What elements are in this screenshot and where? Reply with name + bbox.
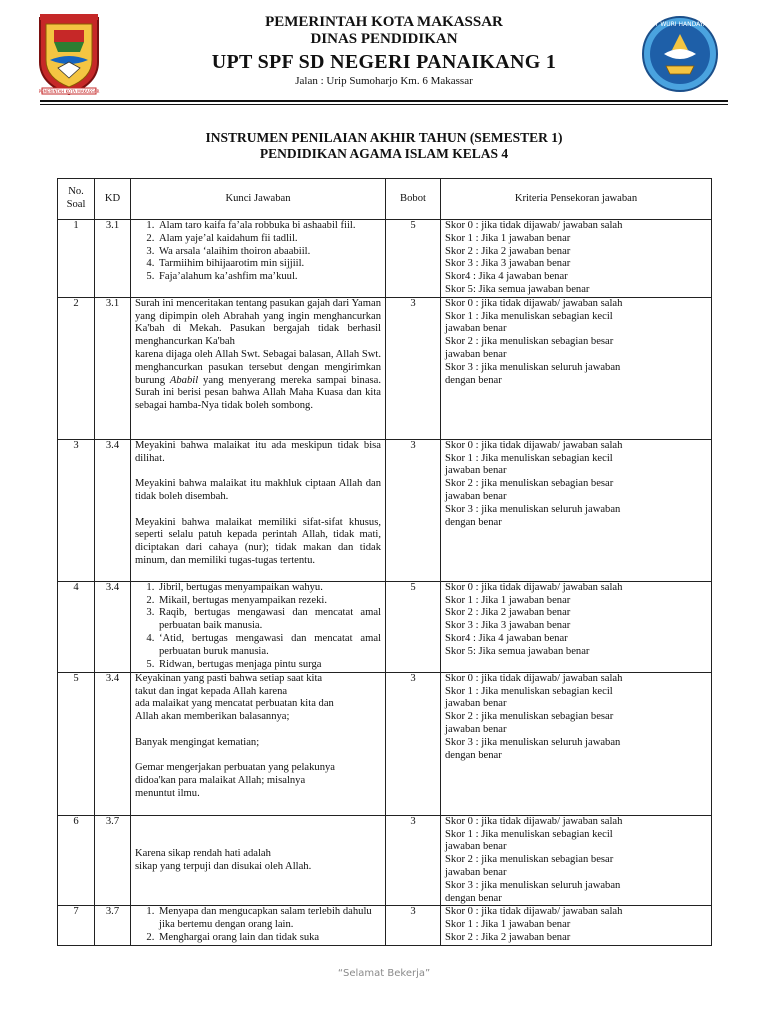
answer-item: 4. Tarmiihim bihijaarotim min sijjiil. [157, 258, 381, 271]
header-no: No. Soal [58, 179, 95, 220]
row-bobot: 5 [386, 220, 441, 298]
answer-item: 1. Alam taro kaifa fa’ala robbuka bi ashaabil fiil. [157, 220, 381, 233]
header-bobot: Bobot [386, 179, 441, 220]
assessment-table [57, 178, 712, 946]
criteria-line: Skor 1 : Jika 1 jawaban benar [445, 919, 571, 931]
header-kriteria: Kriteria Pensekoran jawaban [441, 179, 712, 220]
criteria-line: Skor 2 : jika menuliskan sebagian besar [445, 336, 614, 348]
answer-line: didoa'kan para malaikat Allah; misalnya [135, 775, 306, 787]
row-kunci [131, 439, 386, 581]
answer-item: 1. Menyapa dan mengucapkan salam terlebih dahulu jika bertemu dengan orang lain. [157, 906, 381, 932]
answer-paragraph: Meyakini bahwa malaikat memiliki sifat-sifat khusus, seperti selalu patuh kepada perintah Allah, tidak mati, diciptakan dari cahaya (nur); tidak makan dan tidak minum, dan memiliki tugas-tugas tertentu. [135, 516, 381, 566]
row-bobot: 3 [386, 439, 441, 581]
answer-line: Gemar mengerjakan perbuatan yang pelakunya [135, 762, 336, 774]
answer-item: 2. Menghargai orang lain dan tidak suka [157, 932, 381, 945]
answer-paragraph: Meyakini bahwa malaikat itu makhluk ciptaan Allah dan tidak boleh disembah. [135, 478, 381, 502]
criteria-line: Skor 1 : Jika 1 jawaban benar [445, 594, 571, 606]
answer-line: Karena sikap rendah hati adalah [135, 847, 271, 859]
criteria-line: jawaban benar [445, 348, 507, 360]
row-kd: 3.4 [95, 581, 131, 672]
criteria-line: jawaban benar [445, 490, 507, 502]
answer-item: 1. Jibril, bertugas menyampaikan wahyu. [157, 582, 381, 595]
criteria-line: Skor 1 : Jika menuliskan sebagian kecil [445, 310, 613, 322]
answer-item: 5. Faja’alahum ka’ashfim ma’kuul. [157, 271, 381, 284]
criteria-line: Skor 1 : Jika menuliskan sebagian kecil [445, 828, 613, 840]
criteria-line: Skor 3 : jika menuliskan seluruh jawaban [445, 879, 621, 891]
answer-text: karena dijaga oleh Allah Swt. Sebagai balasan, Allah Swt. menghancurkan pasukan tersebut dengan mengirimkan burung [135, 348, 381, 386]
criteria-line: Skor 0 : jika tidak dijawab/ jawaban salah [445, 297, 623, 309]
row-no: 6 [58, 815, 95, 906]
document-title [0, 130, 768, 162]
criteria-line: jawaban benar [445, 723, 507, 735]
header-kd: KD [95, 179, 131, 220]
row-no: 7 [58, 906, 95, 946]
row-no: 2 [58, 297, 95, 439]
criteria-line: Skor 0 : jika tidak dijawab/ jawaban salah [445, 581, 623, 593]
answer-item: 5. Ridwan, bertugas menjaga pintu surga [157, 659, 381, 672]
row-kd: 3.4 [95, 439, 131, 581]
table-row [58, 581, 712, 672]
criteria-line: Skor 1 : Jika menuliskan sebagian kecil [445, 685, 613, 697]
row-bobot: 3 [386, 297, 441, 439]
criteria-line: jawaban benar [445, 465, 507, 477]
row-bobot: 3 [386, 906, 441, 946]
footer-note: “Selamat Bekerja” [337, 968, 431, 979]
table-row [58, 906, 712, 946]
row-no: 3 [58, 439, 95, 581]
row-bobot: 3 [386, 815, 441, 906]
svg-text:TUT WURI HANDAYANI: TUT WURI HANDAYANI [646, 21, 714, 28]
criteria-line: dengan benar [445, 749, 502, 761]
criteria-line: Skor 2 : Jika 2 jawaban benar [445, 245, 571, 257]
answer-line: Keyakinan yang pasti bahwa setiap saat kita [135, 672, 323, 684]
row-no: 5 [58, 672, 95, 815]
row-kd: 3.7 [95, 906, 131, 946]
table-row [58, 439, 712, 581]
criteria-line: Skor 0 : jika tidak dijawab/ jawaban salah [445, 906, 623, 918]
criteria-line: Skor4 : Jika 4 jawaban benar [445, 271, 568, 283]
answer-line: sikap yang terpuji dan disukai oleh Allah. [135, 860, 312, 872]
table-row [58, 297, 712, 439]
criteria-line: Skor 2 : jika menuliskan sebagian besar [445, 854, 614, 866]
criteria-line: Skor 3 : Jika 3 jawaban benar [445, 258, 571, 270]
row-kriteria [441, 815, 712, 906]
criteria-line: Skor 2 : jika menuliskan sebagian besar [445, 711, 614, 723]
criteria-line: Skor 3 : jika menuliskan seluruh jawaban [445, 361, 621, 373]
row-no: 1 [58, 220, 95, 298]
criteria-line: Skor 5: Jika semua jawaban benar [445, 283, 590, 295]
answer-text: yang menyerang mereka sampai binasa. Surah ini berisi pesan bahwa Allah Maha Kuasa dan kita sebagai hamba-Nya tidak boleh sombong. [135, 374, 382, 412]
answer-line: takut dan ingat kepada Allah karena [135, 685, 288, 697]
row-kriteria [441, 581, 712, 672]
answer-item: 4. ‘Atid, bertugas mengawasi dan mencatat amal perbuatan buruk manusia. [157, 633, 381, 659]
letterhead-divider-thick [40, 100, 728, 102]
criteria-line: dengan benar [445, 374, 502, 386]
row-bobot: 3 [386, 672, 441, 815]
row-kriteria [441, 906, 712, 946]
answer-paragraph [135, 349, 381, 413]
row-kriteria [441, 439, 712, 581]
school-name: UPT SPF SD NEGERI PANAIKANG 1 [211, 51, 557, 73]
row-kunci [131, 672, 386, 815]
answer-emphasis: Ababil [169, 374, 199, 386]
row-kriteria [441, 220, 712, 298]
answer-line: ada malaikat yang mencatat perbuatan kita dan [135, 698, 334, 710]
row-kunci [131, 815, 386, 906]
document-title-line-2: PENDIDIKAN AGAMA ISLAM KELAS 4 [259, 146, 509, 161]
answer-line: Banyak mengingat kematian; [135, 736, 260, 748]
table-row [58, 672, 712, 815]
answer-item: 2. Alam yaje’al kaidahum fii tadlil. [157, 233, 381, 246]
answer-item: 3. Raqib, bertugas mengawasi dan mencatat amal perbuatan baik manusia. [157, 607, 381, 633]
table-row [58, 220, 712, 298]
answer-paragraph: Meyakini bahwa malaikat itu ada meskipun tidak bisa dilihat. [135, 439, 381, 464]
row-kd: 3.4 [95, 672, 131, 815]
table-row [58, 815, 712, 906]
letterhead-line-2: DINAS PENDIDIKAN [310, 31, 458, 47]
criteria-line: dengan benar [445, 516, 502, 528]
criteria-line: jawaban benar [445, 323, 507, 335]
row-kunci [131, 297, 386, 439]
row-kd: 3.1 [95, 297, 131, 439]
criteria-line: Skor 2 : Jika 2 jawaban benar [445, 607, 571, 619]
answer-line: menuntut ilmu. [135, 787, 200, 799]
table-header-row [58, 179, 712, 220]
criteria-line: Skor 1 : Jika 1 jawaban benar [445, 232, 571, 244]
letterhead-line-1: PEMERINTAH KOTA MAKASSAR [265, 14, 503, 30]
criteria-line: Skor 2 : jika menuliskan sebagian besar [445, 478, 614, 490]
criteria-line: Skor 3 : Jika 3 jawaban benar [445, 620, 571, 632]
answer-line: Allah akan memberikan balasannya; [135, 711, 290, 723]
row-no: 4 [58, 581, 95, 672]
criteria-line: Skor 0 : jika tidak dijawab/ jawaban salah [445, 815, 623, 827]
criteria-line: Skor4 : Jika 4 jawaban benar [445, 632, 568, 644]
criteria-line: Skor 5: Jika semua jawaban benar [445, 645, 590, 657]
row-kriteria [441, 297, 712, 439]
criteria-line: jawaban benar [445, 841, 507, 853]
row-kunci [131, 906, 386, 946]
criteria-line: Skor 0 : jika tidak dijawab/ jawaban salah [445, 439, 623, 451]
criteria-line: jawaban benar [445, 866, 507, 878]
school-address: Jalan : Urip Sumoharjo Km. 6 Makassar [295, 75, 473, 87]
letterhead [0, 14, 768, 88]
document-title-line-1: INSTRUMEN PENILAIAN AKHIR TAHUN (SEMESTER 1) [205, 130, 563, 145]
criteria-line: Skor 2 : Jika 2 jawaban benar [445, 931, 571, 943]
criteria-line: jawaban benar [445, 698, 507, 710]
row-kriteria [441, 672, 712, 815]
criteria-line: Skor 3 : jika menuliskan seluruh jawaban [445, 503, 621, 515]
criteria-line: dengan benar [445, 892, 502, 904]
header-kunci: Kunci Jawaban [131, 179, 386, 220]
criteria-line: Skor 3 : jika menuliskan seluruh jawaban [445, 736, 621, 748]
answer-item: 3. Wa arsala ‘alaihim thoiron abaabiil. [157, 246, 381, 259]
answer-item: 2. Mikail, bertugas menyampaikan rezeki. [157, 595, 381, 608]
row-kunci [131, 220, 386, 298]
criteria-line: Skor 0 : jika tidak dijawab/ jawaban salah [445, 220, 623, 231]
row-bobot: 5 [386, 581, 441, 672]
svg-text:PEMERINTAH KOTA MAKASSAR: PEMERINTAH KOTA MAKASSAR [38, 89, 100, 94]
letterhead-divider-thin [40, 104, 728, 105]
answer-paragraph: Surah ini menceritakan tentang pasukan gajah dari Yaman yang dipimpin oleh Abrahah yang ingin menghancurkan Ka'bah di Mekah. Pasukan bergajah tidak berhasil menghancurkan Ka'bah [135, 297, 381, 348]
criteria-line: Skor 1 : Jika menuliskan sebagian kecil [445, 452, 613, 464]
row-kd: 3.1 [95, 220, 131, 298]
criteria-line: Skor 0 : jika tidak dijawab/ jawaban salah [445, 672, 623, 684]
row-kunci [131, 581, 386, 672]
row-kd: 3.7 [95, 815, 131, 906]
